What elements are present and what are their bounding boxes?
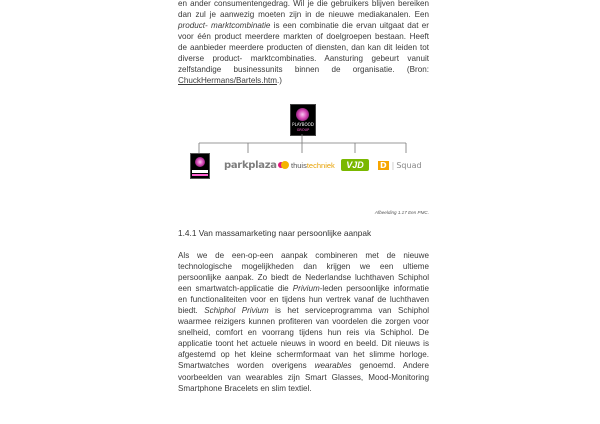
paragraph-pmc <box>178 0 429 86</box>
text-line: hun reis via Schiphol. De applicatie toont het actuele nieuws in woord <box>178 328 430 349</box>
italic-term: Schiphol Privium <box>204 306 269 316</box>
logo-letter: D <box>380 160 387 170</box>
vjd-logo <box>341 159 369 171</box>
text-line: Andere voorbeelden van wearables zijn Smart Glasses, Mood-Monitoring <box>178 361 429 382</box>
logo-orb-icon <box>195 157 205 167</box>
text-line: van voordelen die zorgen voor snelheid, comfort en voorrang tijdens <box>178 317 430 338</box>
logo-text: techniek <box>306 160 335 170</box>
text-line: biedt de Nederlandse luchthaven Schiphol een smartwatch-applicatie <box>178 273 430 294</box>
logo-subtext: GROUP <box>296 128 310 132</box>
text-line: serviceprogramma van Schiphol waarmee reizigers kunnen profiteren <box>178 306 429 327</box>
logo-orb-icon <box>296 108 309 121</box>
text-line: is het <box>275 306 299 316</box>
text-line: zul je aanwezig moeten zijn in de nieuwe mediakanalen. Een <box>195 10 429 20</box>
text-line: mogelijkheden dan krijgen we een ultieme persoonlijke aanpak. Zo <box>178 262 429 283</box>
org-chart-connectors <box>178 134 429 154</box>
text-line: product meerdere markten of doelgroepen bestaan. Heeft de aanbieder <box>178 32 429 53</box>
text-line: binnen de organisatie. (Bron: <box>294 65 429 75</box>
playbood-sub-logo <box>190 153 210 179</box>
logo-text: thuis <box>291 160 307 170</box>
bulb-icon <box>281 161 289 169</box>
text-line: .) <box>276 76 282 86</box>
logo-text: PLAYBOOD <box>292 122 314 127</box>
figure-caption: Afbeelding 1.17 Een PMC. <box>374 210 429 215</box>
text-line: Smartphone Bracelets en slim textiel. <box>178 383 312 393</box>
playbood-group-logo <box>290 104 316 136</box>
italic-term: marktcombinatie <box>211 21 271 31</box>
org-chart <box>178 104 429 184</box>
parkplaza-logo <box>224 154 284 176</box>
text-line: is een combinatie die ervan uitgaat dat er voor één <box>178 21 430 42</box>
source-link[interactable]: ChuckHermans/Bartels.htm <box>178 76 277 86</box>
text-line: tijdens hun vertrek vanaf de luchthaven biedt. <box>178 295 429 316</box>
text-line: die <box>277 284 289 294</box>
italic-term: Privium <box>292 284 320 294</box>
dsquad-logo <box>378 154 422 176</box>
text-line: slimme horloge. Smartwatches worden overigens <box>178 350 430 371</box>
section-heading: 1.4.1 Van massamarketing naar persoonlijke aanpak <box>178 228 372 238</box>
logo-separator: | <box>391 160 395 170</box>
paragraph-schiphol <box>178 250 429 394</box>
italic-term: product- <box>178 21 208 31</box>
text-line: genoemd. <box>359 361 396 371</box>
text-line: en beeld. Dit nieuws is afgestemd op het kleine schermformaat van het <box>178 339 429 360</box>
logo-bar <box>192 174 208 176</box>
text-line: en ander consumentengedrag. Wil je die gebruikers blijven bereiken dan <box>178 0 429 20</box>
logo-text: VJD <box>346 160 364 170</box>
text-line: meerdere producten of diensten, dan kan dit leiden tot diverse product- <box>178 43 429 64</box>
thuistechniek-logo <box>281 154 335 176</box>
logo-bar <box>192 170 208 173</box>
text-line: Als we de een-op-een aanpak combineren met de nieuwe technologische <box>178 251 429 272</box>
logo-text: Squad <box>396 160 422 170</box>
text-line: marktcombinaties. Aansturing gebeurt vanuit zelfstandige businessunits <box>178 54 429 75</box>
text-line: -leden persoonlijke informatie en functionaliteiten voor en <box>178 284 430 305</box>
italic-term: wearables <box>314 361 352 371</box>
logo-text: parkplaza <box>224 159 277 171</box>
